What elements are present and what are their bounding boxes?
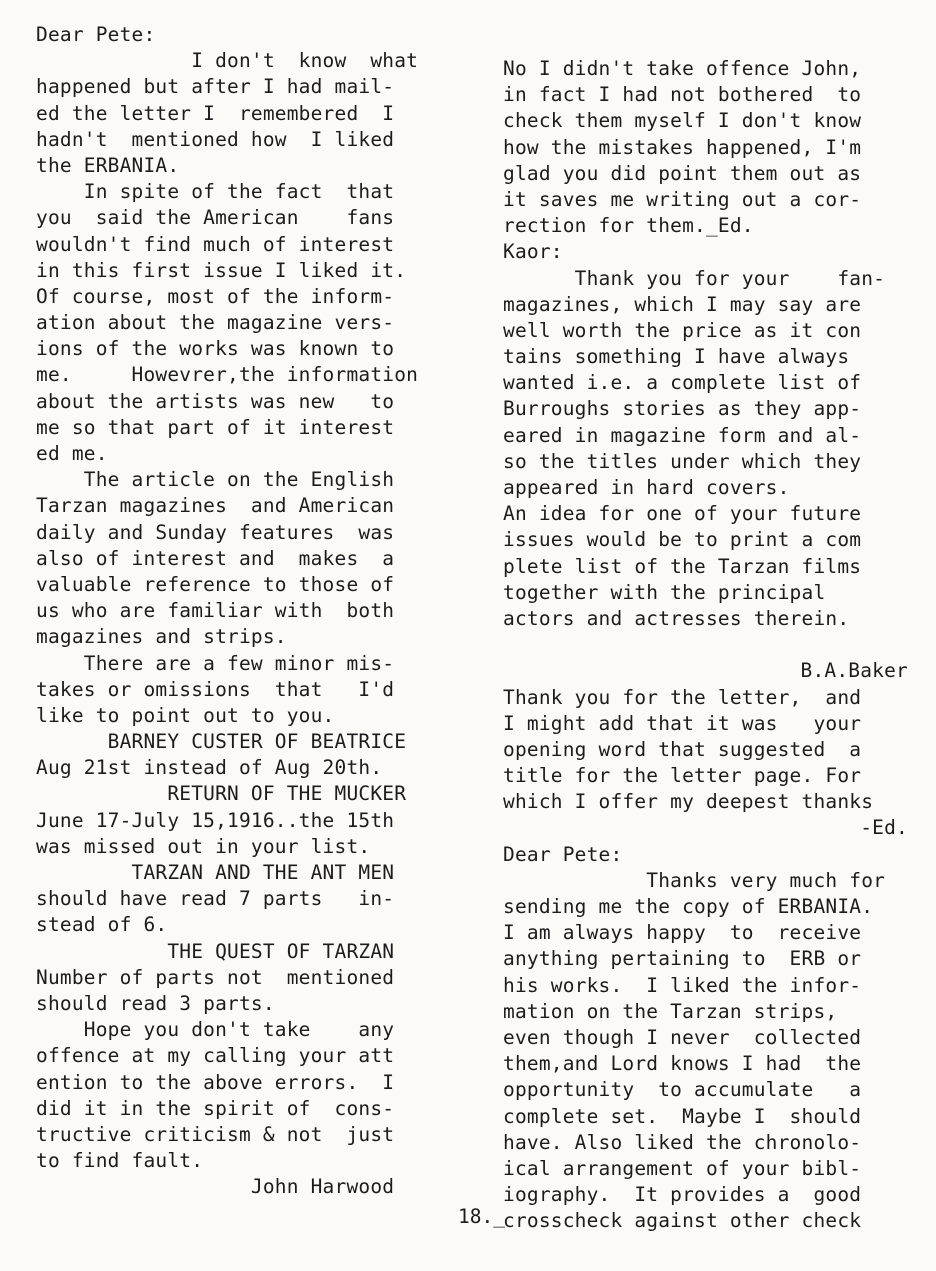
- text-line: I am always happy to receive: [503, 921, 862, 945]
- text-line: so the titles under which they: [503, 449, 862, 473]
- text-line: June 17-July 15,1916..the 15th: [36, 808, 395, 832]
- text-line: Thank you for your fan-: [503, 266, 886, 290]
- text-line: daily and Sunday features was: [36, 520, 395, 544]
- text-line: An idea for one of your future: [503, 502, 862, 526]
- text-line: issues would be to print a com: [503, 528, 862, 552]
- text-line: John Harwood: [36, 1175, 395, 1199]
- text-line: Aug 21st instead of Aug 20th.: [36, 756, 383, 780]
- text-line: Dear Pete:: [503, 842, 623, 866]
- text-line: them,and Lord knows I had the: [503, 1052, 862, 1076]
- text-line: like to point out to you.: [36, 703, 335, 727]
- text-line: Burroughs stories as they app-: [503, 397, 862, 421]
- text-line: in fact I had not bothered to: [503, 83, 862, 107]
- text-line: offence at my calling your att: [36, 1044, 395, 1068]
- text-line: ical arrangement of your bibl-: [503, 1156, 862, 1180]
- text-line: THE QUEST OF TARZAN: [36, 939, 395, 963]
- text-line: well worth the price as it con: [503, 318, 862, 342]
- text-line: -Ed.: [860, 816, 908, 840]
- text-line: magazines and strips.: [36, 625, 287, 649]
- text-line: opening word that suggested a: [503, 737, 862, 761]
- text-line: ed the letter I remembered I: [36, 101, 395, 125]
- text-line: check them myself I don't know: [503, 109, 862, 133]
- text-line: sending me the copy of ERBANIA.: [503, 895, 874, 918]
- text-line: should have read 7 parts in-: [36, 887, 395, 911]
- text-line: In spite of the fact that: [36, 180, 395, 204]
- text-line: should read 3 parts.: [36, 991, 275, 1015]
- text-line: have. Also liked the chronolo-: [503, 1130, 862, 1154]
- text-line: ation about the magazine vers-: [36, 311, 395, 335]
- text-line: takes or omissions that I'd: [36, 677, 395, 701]
- right-column: [503, 56, 908, 1234]
- text-line: us who are familiar with both: [36, 599, 395, 623]
- text-line: ed me.: [36, 442, 108, 465]
- text-line: anything pertaining to ERB or: [503, 947, 862, 971]
- text-line: iography. It provides a good: [503, 1183, 862, 1207]
- text-line: to find fault.: [36, 1149, 204, 1173]
- text-line: did it in the spirit of cons-: [36, 1096, 395, 1120]
- text-line: hadn't mentioned how I liked: [36, 127, 395, 151]
- text-line: RETURN OF THE MUCKER: [36, 782, 407, 806]
- text-line: rection for them._Ed.: [503, 214, 754, 238]
- left-column: [36, 22, 446, 1200]
- text-line: ention to the above errors. I: [36, 1070, 395, 1094]
- text-line: which I offer my deepest thanks: [503, 790, 874, 814]
- text-line: tructive criticism & not just: [36, 1122, 395, 1146]
- text-line: No I didn't take offence John,: [503, 57, 862, 80]
- text-line: me. Howevrer,the information: [36, 363, 419, 387]
- text-line: you said the American fans: [36, 206, 395, 230]
- text-line: opportunity to accumulate a: [503, 1078, 862, 1102]
- text-line: stead of 6.: [36, 913, 168, 937]
- text-line: in this first issue I liked it.: [36, 258, 407, 282]
- text-line: actors and actresses therein.: [503, 606, 850, 630]
- text-line: Dear Pete:: [36, 23, 156, 46]
- text-line: glad you did point them out as: [503, 161, 862, 185]
- text-line: happened but after I had mail-: [36, 75, 395, 99]
- text-line: Kaor:: [503, 240, 563, 264]
- text-line: mation on the Tarzan strips,: [503, 999, 838, 1023]
- text-line: Of course, most of the inform-: [36, 284, 395, 308]
- text-line: his works. I liked the infor-: [503, 973, 862, 997]
- text-line: title for the letter page. For: [503, 764, 862, 788]
- text-line: Number of parts not mentioned: [36, 965, 395, 989]
- text-line: even though I never collected: [503, 1025, 862, 1049]
- text-line: The article on the English: [36, 468, 395, 492]
- text-line: Thank you for the letter, and: [503, 685, 862, 709]
- text-line: tains something I have always: [503, 345, 850, 369]
- text-line: Hope you don't take any: [36, 1018, 395, 1042]
- text-line: I might add that it was your: [503, 711, 862, 735]
- text-line: the ERBANIA.: [36, 153, 180, 177]
- text-line: [503, 632, 908, 658]
- text-line: Thanks very much for: [503, 868, 886, 892]
- text-line: it saves me writing out a cor-: [503, 187, 862, 211]
- text-line: complete set. Maybe I should: [503, 1104, 862, 1128]
- text-line: BARNEY CUSTER OF BEATRICE: [36, 730, 407, 754]
- text-line: wouldn't find much of interest: [36, 232, 395, 256]
- text-line: was missed out in your list.: [36, 834, 371, 858]
- text-line: wanted i.e. a complete list of: [503, 371, 862, 395]
- text-line: valuable reference to those of: [36, 572, 395, 596]
- text-line: appeared in hard covers.: [503, 476, 790, 499]
- text-line: about the artists was new to: [36, 389, 395, 413]
- text-line: eared in magazine form and al-: [503, 423, 862, 447]
- page-number: 18._: [458, 1205, 505, 1228]
- text-line: B.A.Baker: [800, 659, 908, 683]
- text-line: There are a few minor mis-: [36, 651, 395, 675]
- text-line: me so that part of it interest: [36, 415, 395, 439]
- text-line: Tarzan magazines and American: [36, 494, 395, 518]
- text-line: TARZAN AND THE ANT MEN: [36, 861, 395, 884]
- text-line: together with the principal: [503, 580, 826, 604]
- text-line: magazines, which I may say are: [503, 292, 862, 316]
- text-line: plete list of the Tarzan films: [503, 554, 862, 578]
- text-line: I don't know what: [36, 49, 419, 73]
- text-line: ions of the works was known to: [36, 337, 395, 361]
- text-line: crosscheck against other check: [503, 1209, 862, 1233]
- text-line: how the mistakes happened, I'm: [503, 135, 862, 159]
- text-line: also of interest and makes a: [36, 546, 395, 570]
